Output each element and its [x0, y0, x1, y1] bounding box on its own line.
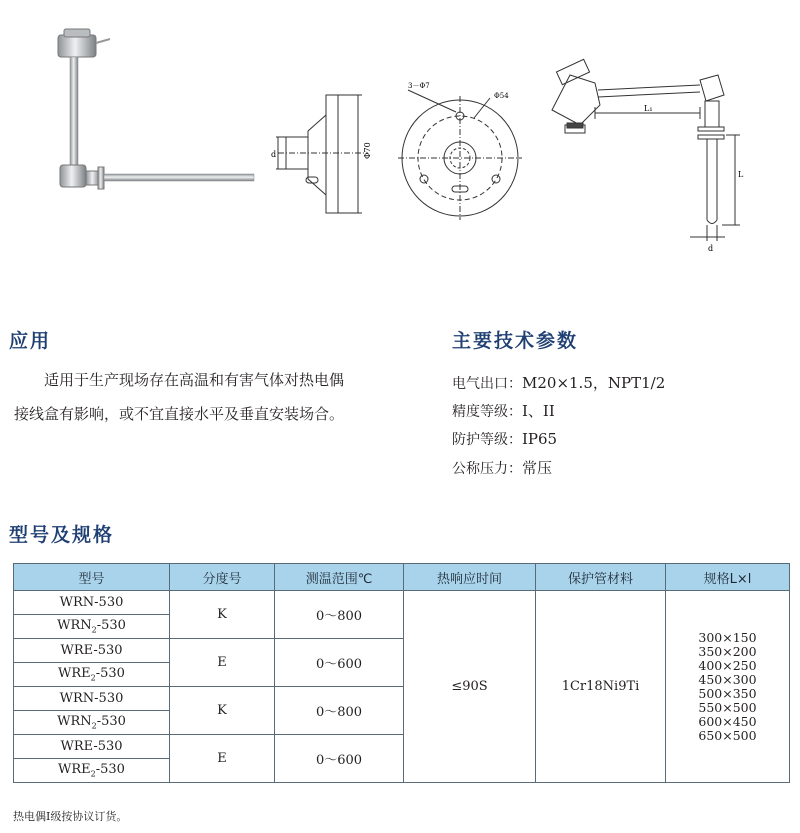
grade-cell: E [170, 735, 275, 783]
size-item: 500×350 [698, 685, 757, 701]
model-cell: WRN-530 [14, 687, 170, 711]
model-cell: $WRN_2-530$ [14, 615, 170, 639]
model-cell: WRE-530 [14, 639, 170, 663]
range-cell: 0～600 [275, 639, 404, 687]
size-item: 550×500 [698, 699, 757, 715]
models-table [13, 563, 790, 783]
tech-heading: 主要技术参数 [452, 330, 579, 352]
dim-phi54: Φ54 [494, 92, 509, 100]
range-cell: 0～800 [275, 591, 404, 639]
dim-phi70: Φ70 [363, 142, 372, 159]
footnote: 热电偶Ⅰ级按协议订货。 [13, 810, 128, 823]
size-item: 300×150 [698, 629, 757, 645]
table-header-row [14, 564, 790, 591]
header-range: 测温范围℃ [275, 564, 404, 591]
dim-l1: L₁ [644, 104, 653, 113]
table-row [14, 591, 790, 615]
dim-l: L [738, 170, 744, 179]
model-cell: WRE-530 [14, 735, 170, 759]
header-size: 规格L×l [666, 564, 790, 591]
header-grade: 分度号 [170, 564, 275, 591]
tech-item-accuracy: 精度等级：I、II [452, 402, 555, 420]
size-item: 350×200 [698, 643, 757, 659]
header-response: 热响应时间 [404, 564, 536, 591]
model-cell: $WRE_2-530$ [14, 663, 170, 687]
size-item: 400×250 [698, 657, 757, 673]
models-heading: 型号及规格 [9, 524, 115, 546]
tech-item-outlet: 电气出口：M20×1.5，NPT1/2 [452, 374, 666, 392]
model-cell: $WRN_2-530$ [14, 711, 170, 735]
flange-front-drawing [390, 78, 530, 228]
application-line-2: 接线盒有影响，或不宜直接水平及垂直安装场合。 [14, 405, 345, 423]
dim-holes: 3－Φ7 [408, 82, 430, 90]
model-cell: $WRE_2-530$ [14, 759, 170, 783]
range-cell: 0～600 [275, 735, 404, 783]
sizes-cell [666, 591, 790, 783]
thermocouple-photo [40, 25, 260, 215]
size-item: 450×300 [698, 671, 757, 687]
grade-cell: K [170, 591, 275, 639]
response-time-cell: ≤90S [404, 591, 536, 783]
assembly-drawing [540, 55, 790, 255]
material-cell: 1Cr18Ni9Ti [536, 591, 666, 783]
model-cell: WRN-530 [14, 591, 170, 615]
grade-cell: K [170, 687, 275, 735]
header-model: 型号 [14, 564, 170, 591]
tech-item-pressure: 公称压力：常压 [452, 459, 553, 477]
flange-side-drawing [268, 85, 378, 225]
dim-d-right: d [708, 244, 714, 253]
size-item: 600×450 [698, 713, 757, 729]
grade-cell: E [170, 639, 275, 687]
application-heading: 应用 [9, 330, 52, 352]
application-line-1: 适用于生产现场存在高温和有害气体对热电偶 [44, 371, 345, 389]
range-cell: 0～800 [275, 687, 404, 735]
dim-d-left: d [271, 150, 277, 159]
header-material: 保护管材料 [536, 564, 666, 591]
size-item: 650×500 [698, 727, 757, 743]
tech-item-protection: 防护等级：IP65 [452, 430, 558, 448]
